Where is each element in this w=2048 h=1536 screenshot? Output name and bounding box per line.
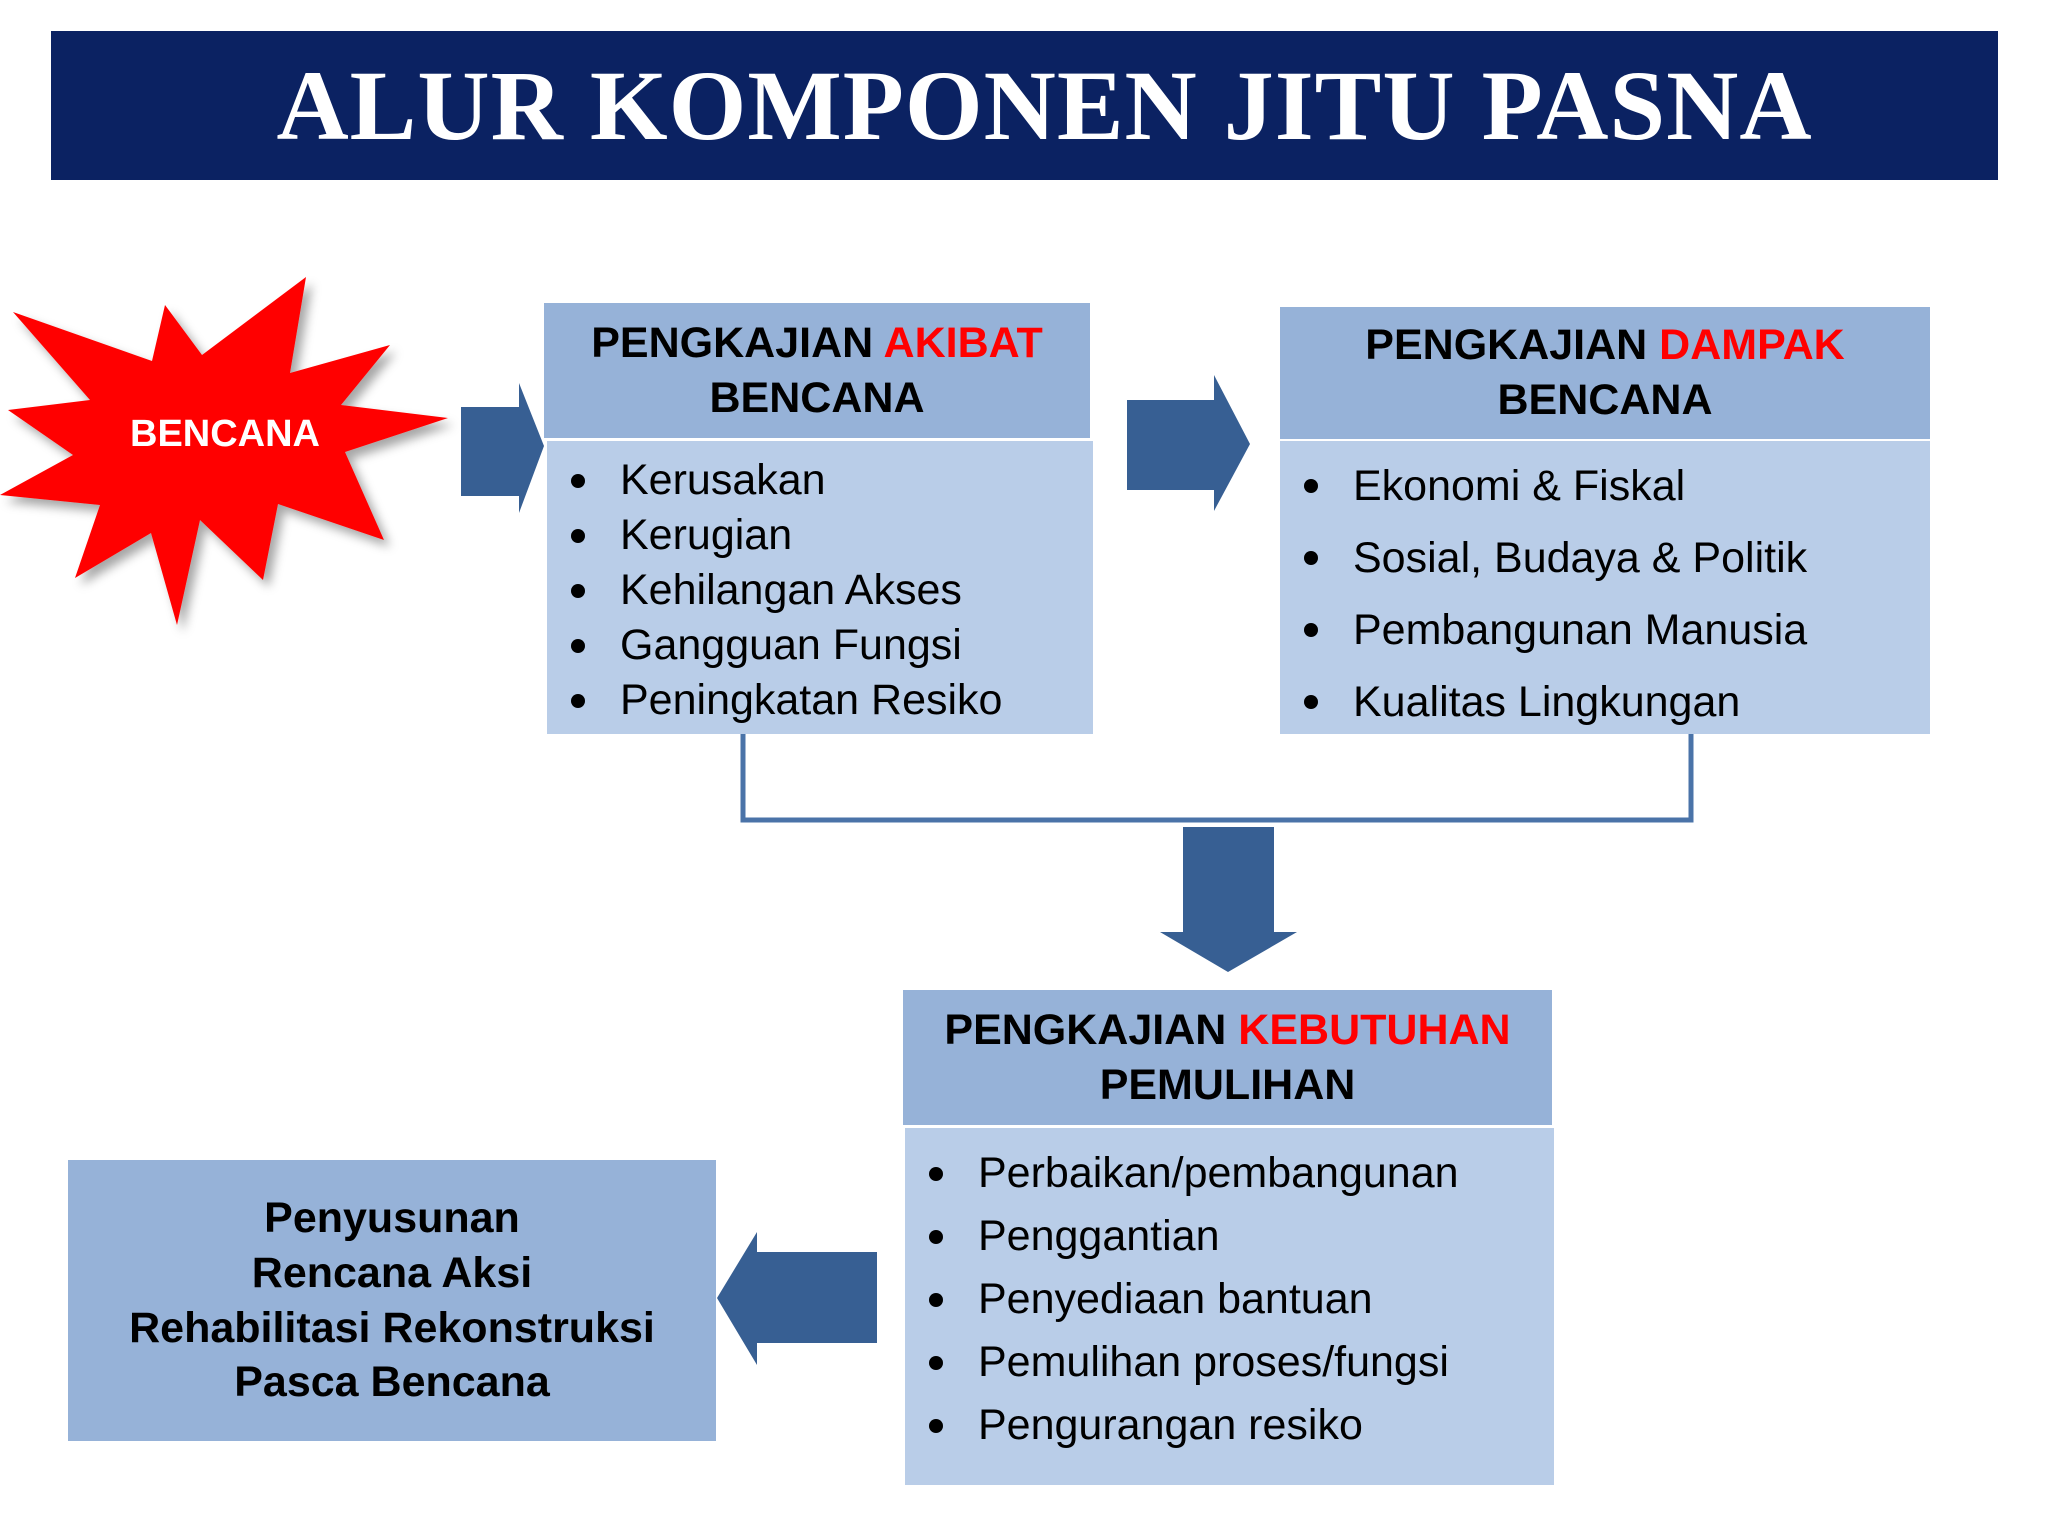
list-item: Ekonomi & Fiskal — [1280, 450, 1930, 522]
kebutuhan-title-highlight: KEBUTUHAN — [1238, 1005, 1511, 1054]
final-line: Rencana Aksi — [251, 1248, 533, 1297]
dampak-title-line1 — [1365, 318, 1844, 373]
list-item: Pemulihan proses/fungsi — [905, 1331, 1554, 1394]
kebutuhan-title-prefix: PENGKAJIAN — [944, 1005, 1227, 1054]
dampak-header — [1280, 307, 1930, 439]
akibat-list — [547, 453, 1093, 728]
dampak-list — [1280, 450, 1930, 738]
list-item: Peningkatan Resiko — [547, 673, 1093, 728]
arrow-to-dampak — [1127, 375, 1250, 511]
final-line: Rehabilitasi Rekonstruksi — [129, 1303, 655, 1352]
kebutuhan-list — [905, 1142, 1554, 1457]
list-item: Penggantian — [905, 1205, 1554, 1268]
akibat-title-highlight: AKIBAT — [883, 318, 1043, 367]
bencana-label: BENCANA — [130, 413, 320, 455]
list-item: Sosial, Budaya & Politik — [1280, 522, 1930, 594]
arrow-down-to-kebutuhan — [1160, 827, 1297, 972]
list-item: Penyediaan bantuan — [905, 1268, 1554, 1331]
kebutuhan-body — [905, 1128, 1554, 1485]
dampak-title-prefix: PENGKAJIAN — [1365, 321, 1648, 370]
list-item: Kerugian — [547, 508, 1093, 563]
list-item: Kehilangan Akses — [547, 563, 1093, 618]
list-item: Kerusakan — [547, 453, 1093, 508]
rencana-aksi-box — [68, 1160, 716, 1441]
kebutuhan-title-line2: PEMULIHAN — [1099, 1060, 1356, 1109]
akibat-title-line2: BENCANA — [709, 373, 925, 422]
list-item: Perbaikan/pembangunan — [905, 1142, 1554, 1205]
list-item: Gangguan Fungsi — [547, 618, 1093, 673]
akibat-header — [544, 303, 1090, 438]
akibat-title-line1 — [591, 316, 1043, 371]
final-line: Penyusunan — [264, 1194, 520, 1243]
kebutuhan-title-line1 — [944, 1003, 1510, 1058]
list-item: Pengurangan resiko — [905, 1394, 1554, 1457]
kebutuhan-header — [903, 990, 1552, 1125]
final-line: Pasca Bencana — [234, 1358, 550, 1407]
list-item: Kualitas Lingkungan — [1280, 666, 1930, 738]
arrow-to-final — [717, 1232, 877, 1365]
akibat-body — [547, 441, 1093, 734]
arrow-to-akibat — [461, 383, 544, 513]
dampak-body — [1280, 441, 1930, 734]
dampak-title-line2: BENCANA — [1497, 376, 1713, 424]
dampak-title-highlight: DAMPAK — [1659, 321, 1845, 370]
akibat-title-prefix: PENGKAJIAN — [591, 318, 874, 367]
list-item: Pembangunan Manusia — [1280, 594, 1930, 666]
connector-line — [743, 732, 1691, 820]
page-title: ALUR KOMPONEN JITU PASNA — [276, 50, 1813, 161]
